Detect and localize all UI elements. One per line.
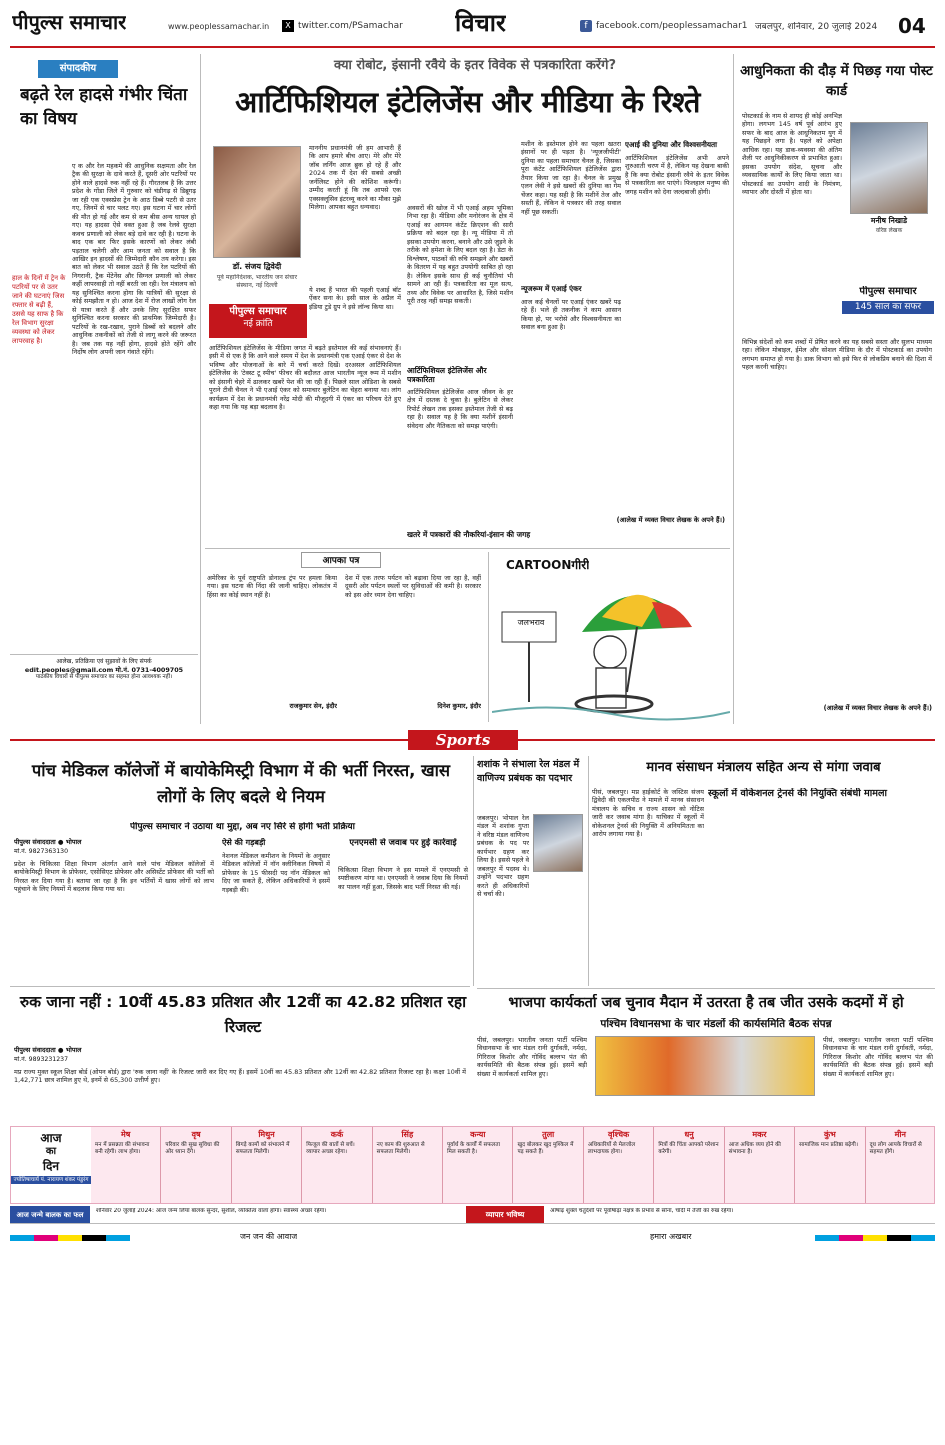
zodiac-sign-text: फिजूल की बातों से बचें। व्यापार अच्छा रहेगा। — [306, 1142, 355, 1155]
bjp-article — [477, 992, 935, 1122]
postcard-author-title: वरिष्ठ लेखक — [875, 227, 903, 234]
zodiac-title-3: दिन — [42, 1158, 60, 1173]
divider — [488, 552, 489, 722]
article-col4b: आज कई चैनलों पर एआई एंकर खबरें पढ़ रहे हैं। भले ही तकनीक ने काम आसान किया हो, पर भरोसे और विश्वसनीयता का सवाल बना हुआ है। — [521, 298, 621, 332]
zodiac-cell — [866, 1127, 935, 1204]
zodiac-cell — [91, 1127, 161, 1204]
man-face-icon — [594, 636, 626, 668]
results-mobile: मो.नं. 9893231237 — [14, 1056, 69, 1063]
article-headline: आर्टिफिशियल इंटेलिजेंस और मीडिया के रिश्ते — [235, 85, 700, 119]
medical-body-2: नेशनल मेडिकल कमीशन के नियमों के अनुसार मेडिकल कॉलेजों में नॉन क्लीनिकल विषयों में प्रोफेसर के 15 फीसदी पद नॉन मेडिकल को दिए जा सकते हैं, लेकिन अधिकारियों ने इसमें गड़बड़ी की। — [222, 852, 330, 894]
zodiac-sign-text: खुद बोलकर खुद मुश्किल में पड़ सकते हैं। — [517, 1142, 574, 1155]
zodiac-cell — [514, 1127, 584, 1204]
kid-label: आज जन्मे बालक का फल — [10, 1206, 90, 1224]
zodiac-sign-text: बिगड़े कामों को संभालने में सफलता मिलेगी। — [235, 1142, 290, 1155]
divider — [588, 756, 589, 986]
medical-mobile: मो.नं. 9827363130 — [14, 848, 69, 855]
water-icon — [492, 707, 730, 719]
article-note: (आलेख में व्यक्त विचार लेखक के अपने हैं।) — [616, 516, 725, 524]
nmc-box-body: चिकित्सा शिक्षा विभाग ने इस मामले में एनएमसी से स्पष्टीकरण मांगा था। एनएमसी ने जवाब दिया कि नियमों का पालन नहीं हुआ, जिसके बाद भर्ती निरस्त की गई। — [338, 866, 468, 891]
zodiac-sign-name: वृष — [191, 1130, 201, 1139]
article-subhead-3: एआई की दुनिया और विश्वसनीयता — [625, 140, 717, 149]
hr-headline: मानव संसाधन मंत्रालय सहित अन्य से मांगा जवाब — [646, 760, 881, 775]
page-footer — [10, 1230, 935, 1246]
letter-1-signature: राजकुमार सेन, इंदौर — [289, 702, 337, 710]
cartoon-title: CARTOONगीरी — [506, 558, 590, 572]
zodiac-sign-text: सामाजिक मान प्रतिष्ठा बढ़ेगी। — [799, 1142, 858, 1148]
zodiac-sign-name: मकर — [752, 1130, 767, 1139]
zodiac-cell — [443, 1127, 513, 1204]
zodiac-sign-name: मीन — [894, 1130, 906, 1139]
zodiac-cell — [584, 1127, 654, 1204]
zodiac-sign-text: मन में प्रसन्नता की संभावना बनी रहेगी। लाभ होगा। — [95, 1142, 150, 1155]
bjp-photo — [595, 1036, 815, 1096]
zodiac-grid — [91, 1127, 935, 1204]
letter-1: अमेरिका के पूर्व राष्ट्रपति डोनाल्ड ट्रंप पर हमला किया गया। इस घटना की निंदा की जानी चाहिए। लोकतंत्र में हिंसा का कोई स्थान नहीं है। — [207, 574, 337, 599]
rail-body: जबलपुर। भोपाल रेल मंडल में शशांक गुप्ता ने वरिष्ठ मंडल वाणिज्य प्रबंधक के पद पर कार्यभार ग्रहण कर लिया है। इससे पहले वे जबलपुर में पदस्थ थे। उन्होंने पदभार ग्रहण करते ही अधिकारियों से चर्चा की। — [477, 814, 529, 899]
zodiac-sign-text: पूर्वार्ध के कार्यों में सफलता मिल सकती है। — [447, 1142, 500, 1155]
cartoon — [492, 552, 730, 722]
editorial-body: ए क और रेल महकमे की आधुनिक सक्षमता और रेल ट्रैक की सुरक्षा के दावे करते हैं, दूसरी ओर पटरियों पर होने वाले हादसे रुक नहीं रहे हैं। गौरतलब है कि उत्तर प्रदेश के गोंडा जिले में गुरुवार को चंडीगढ़ से डिब्रूगढ़ जा रही एक एक्सप्रेस ट्रेन के आठ डिब्बे पटरी से उतर गए, जिनमें से चार पलट गए। इस घटना में चार लोगों की मौत हो गई और कम से कम बीस अन्य घायल हो गए। यह हादसा ऐसे वक्त हुआ है जब रेलवे सुरक्षा कवच प्रणाली को लेकर बड़े दावे कर रही है। घटना के बाद एक बार फिर इसके कारणों को लेकर लंबी पड़ताल चलेगी और आम जनता को सवाल है कि आखिर इन हादसों की जिम्मेदारी कौन तय करेगा। इस बात को लेकर भी सवाल उठते हैं कि रेल पटरियों की निगरानी, ट्रैक मेंटेनेंस और सिग्नल प्रणाली को लेकर कहीं लापरवाही तो नहीं बरती जा रही। रेल मंत्रालय को यह सुनिश्चित करना होगा कि यात्रियों की सुरक्षा से कोई समझौता न हो। आज देश में रोज लाखों लोग रेल से यात्रा करते हैं और उनके लिए सुरक्षित सफर सुनिश्चित करना सरकार की प्राथमिक जिम्मेदारी है। पटरियों के रख-रखाव, पुराने डिब्बों को बदलने और आधुनिक तकनीकों को तेजी से लागू करने की जरूरत है। जब तक यह नहीं होगा, हादसे होते रहेंगे और निर्दोष लोग अपनी जान गंवाते रहेंगे। — [72, 162, 196, 356]
footer-left: जन जन की आवाज — [240, 1232, 298, 1241]
brand-logo: पीपुल्स समाचार — [12, 10, 127, 34]
zodiac-sign-name: कुंभ — [823, 1130, 836, 1139]
zodiac-sign-text: नए काम की शुरुआत से सफलता मिलेगी। — [376, 1142, 425, 1155]
twitter-icon: X — [282, 20, 294, 32]
facebook-icon: f — [580, 20, 592, 32]
dateline: जबलपुर, शनिवार, 20 जुलाई 2024 — [755, 22, 878, 32]
zodiac-cell — [232, 1127, 302, 1204]
divider — [477, 988, 935, 989]
results-body: मप्र राज्य मुक्त स्कूल शिक्षा बोर्ड (ओपन बोर्ड) द्वारा 'रुक जाना नहीं' के रिजल्ट जारी कर दिए गए हैं। इसमें 10वीं का 45.83 प्रतिशत और 12वीं का 42.82 प्रतिशत रिजल्ट रहा है। कक्षा 10वीं में 1,42,771 छात्र शामिल हुए थे, इनमें से 65,300 उत्तीर्ण हुए। — [14, 1068, 466, 1085]
divider — [205, 548, 730, 549]
registration-marks — [10, 1235, 130, 1241]
rail-headline: शशांक ने संभाला रेल मंडल में वाणिज्य प्रबंधक का पदभार — [477, 759, 580, 784]
badge-subtitle: 145 साल का सफर — [842, 301, 934, 314]
divider — [733, 54, 734, 724]
sports-label[interactable]: Sports — [408, 730, 518, 750]
letters-tag: आपका पत्र — [301, 552, 381, 568]
zodiac-cell — [161, 1127, 231, 1204]
results-headline: रुक जाना नहीं : 10वीं 45.83 प्रतिशत और 12वीं का 42.82 प्रतिशत रहा रिजल्ट — [19, 993, 467, 1036]
article-col4: मशीन के इस्तेमाल होने का पहला खतरा इंसानों पर ही पड़ता है। 'न्यूजजीपीटी' दुनिया का पहला समाचार चैनल है, जिसका पूरा कंटेंट आर्टिफिशियल इंटेलिजेंस द्वारा तैयार किया जा रहा है। चैनल के प्रमुख एलन लेवी ने इसे खबरों की दुनिया का गेम चेंजर कहा। यह सही है कि मशीनें तेज और सस्ती हैं, लेकिन वे पत्रकार की तरह सवाल नहीं पूछ सकतीं। — [521, 140, 621, 216]
bjp-headline: भाजपा कार्यकर्ता जब चुनाव मैदान में उतरता है तब जीत उसके कदमों में हो — [508, 995, 904, 1011]
zodiac-sign-name: कर्क — [330, 1130, 344, 1139]
zodiac-cell — [654, 1127, 724, 1204]
article-col3b: आर्टिफिशियल इंटेलिजेंस आज जीवन के हर क्षेत्र में दस्तक दे चुका है। बुलेटिन से लेकर रिपोर्ट लेखन तक इसका इस्तेमाल तेजी से बढ़ रहा है। सवाल यह है कि क्या मशीनें इंसानी संवेदना और नैतिकता को समझ पाएंगी। — [407, 388, 513, 430]
astrologer: ज्योतिषाचार्य पं. नारायण शंकर पंडुरंग — [11, 1176, 91, 1185]
zodiac-sign-text: आज अधिक व्यय होने की संभावना है। — [728, 1142, 781, 1155]
zodiac-sign-name: मेष — [120, 1130, 131, 1139]
editorial-tag: संपादकीय — [38, 60, 118, 78]
cartoon-drawing — [492, 572, 730, 722]
kid-text: शनिवार 20 जुलाई 2024: आज जन्म लिया बालक सुन्दर, सुशील, व्यक्तित्व वाला होगा। स्वास्थ्य अच्छा रहेगा। — [96, 1208, 327, 1214]
zodiac-sign-text: मित्रों की चिंता आपको परेशान करेगी। — [658, 1142, 719, 1155]
hr-article — [592, 756, 935, 986]
zodiac-sign-name: कन्या — [470, 1130, 486, 1139]
zodiac-sign-name: सिंह — [401, 1130, 414, 1139]
masthead-rule — [10, 46, 935, 48]
zodiac-sign-text: परिवार की सुख सुविधा की ओर ध्यान देंगे। — [165, 1142, 220, 1155]
hr-subhead: स्कूलों में वोकेशनल ट्रेनर्स की नियुक्ति संबंधी मामला — [708, 788, 888, 799]
results-article — [10, 990, 470, 1122]
masthead — [0, 0, 945, 46]
postcard-note: (आलेख में व्यक्त विचार लेखक के अपने हैं।) — [823, 704, 932, 712]
zodiac-title-2: का — [45, 1146, 57, 1157]
badge-subtitle: नई क्रांति — [243, 318, 273, 329]
rail-photo — [533, 814, 583, 872]
blank-margin — [0, 1250, 945, 1445]
trade-label: व्यापार भविष्य — [466, 1206, 544, 1224]
bjp-body-2: पीसं, जबलपुर। भारतीय जनता पार्टी पश्चिम विधानसभा के चार मंडल रानी दुर्गावती, नर्मदा, गिरिराज किशोर और गोविंद बल्लभ पंत की कार्यसमिति की बैठक संपन्न हुई। इसमें बड़ी संख्या में कार्यकर्ता शामिल हुए। — [823, 1036, 933, 1078]
author-name: डॉ. संजय द्विवेदी — [232, 262, 282, 271]
main-article — [205, 54, 730, 544]
zodiac-title-1: आज — [40, 1131, 62, 1145]
author-photo — [213, 146, 301, 258]
badge-title: पीपुल्स समाचार — [859, 286, 917, 297]
article-col1b: ये शब्द हैं भारत की पहली एआई बॉट ऐंकर सना के। इसी साल के अप्रैल में इंडिया टुडे ग्रुप ने इसे लॉन्च किया था। — [309, 286, 401, 311]
article-col3: अवसरों की खोज में भी एआई अहम भूमिका निभा रहा है। मीडिया और मनोरंजन के क्षेत्र में एआई का आगमन कंटेंट क्रिएशन की सारी प्रक्रिया को बदल रहा है। न्यू मीडिया में तो इसका उपयोग करना, बनाने और उसे जुड़ने के तरीके को हमेशा के लिए बदल रहा है। डेटा के विश्लेषण, पाठकों की रुचि समझने और खबरों के वितरण में यह बहुत उपयोगी साबित हो रहा है। लेकिन इसके साथ ही कई चुनौतियां भी सामने आ रही हैं। पत्रकारिता का मूल सत्य, तथ्य और विवेक पर आधारित है, जिसे मशीन पूरी तरह नहीं समझ सकती। — [407, 204, 513, 305]
cartoon-sign-text: जलभराव — [517, 618, 545, 627]
twitter-link[interactable]: twitter.com/PSamachar — [298, 21, 403, 31]
nmc-box-head: एनएमसी से जवाब पर हुई कार्रवाई — [349, 838, 457, 848]
footer-line-2[interactable]: edit.peoples@gmail.com मो.नं. 0731-4009705 — [24, 665, 184, 674]
post-card-article — [738, 54, 935, 724]
zodiac-section — [10, 1126, 935, 1204]
medical-subhead-2: ऐसे की गड़बड़ी — [222, 838, 266, 847]
zodiac-sign-name: तुला — [542, 1130, 555, 1139]
divider — [200, 54, 201, 724]
zodiac-cell — [302, 1127, 372, 1204]
badge-title: पीपुल्स समाचार — [229, 306, 287, 317]
postcard-headline: आधुनिकता की दौड़ में पिछड़ गया पोस्ट कार्ड — [740, 63, 933, 99]
medical-byline: पीपुल्स संवाददाता ● भोपाल — [14, 838, 82, 846]
footer-right: हमारा अखबार — [650, 1232, 692, 1241]
zodiac-cell — [373, 1127, 443, 1204]
series-badge — [209, 304, 307, 338]
author-title: पूर्व महानिदेशक, भारतीय जन संचार संस्थान, नई दिल्ली — [216, 274, 298, 289]
postcard-body: पोस्टकार्ड के नाम से शायद ही कोई अनभिज्ञ होगा। लगभग 145 वर्ष पूर्व आरंभ हुए सफर के बाद आज के आधुनिकतम युग में यह पिछड़ने लगा है। पहले को अपेक्षा आधिक रहा। यह डाक-व्यवस्था की अंतिम शैली पर आधुनिकीकरण से प्रभावित हुआ। इसका उपयोग संदेश, सूचना और व्यवसायिक कार्यों के लिए किया जाता था। पोस्टकार्ड का उपयोग शादी के निमंत्रण, व्यापार और दोस्ती में होता था। — [742, 112, 842, 197]
website-link[interactable]: www.peoplessamachar.in — [168, 22, 270, 31]
bjp-body: पीसं, जबलपुर। भारतीय जनता पार्टी पश्चिम विधानसभा के चार मंडल रानी दुर्गावती, नर्मदा, गिरिराज किशोर और गोविंद बल्लभ पंत की कार्यसमिति की बैठक संपन्न हुई। इसमें बड़ी संख्या में कार्यकर्ता शामिल हुए। — [477, 1036, 587, 1078]
facebook-link[interactable]: facebook.com/peoplessamachar1 — [596, 21, 748, 31]
rail-article — [477, 756, 585, 986]
section-title: विचार — [455, 9, 506, 37]
medical-headline: पांच मेडिकल कॉलेजों में बायोकेमिस्ट्री विभाग में की भर्ती निरस्त, खास लोगों के लिए बदले थे नियम — [31, 761, 451, 806]
bjp-subhead: पश्चिम विधानसभा के चार मंडलों की कार्यसमिति बैठक संपन्न — [600, 1018, 832, 1030]
letter-2-signature: दिनेश कुमार, इंदौर — [437, 702, 481, 710]
editorial-footer — [10, 654, 198, 704]
zodiac-sign-text: दूध लोग आपके विचारों से सहमत होंगे। — [869, 1142, 922, 1155]
article-col2: आर्टिफिशियल इंटेलिजेंस के मीडिया जगत में बढ़ते इस्तेमाल की कई संभावनाएं हैं। इसी में से एक है कि आने वाले समय में देश के प्रधानमंत्री एक एआई एंकर से देश के भविष्य और योजनाओं के बारे में चर्चा करते दिखें। दरअसल आर्टिफिशियल इंटेलिजेंस के 'टेक्स्ट टू स्पीच' फीचर की बदौलत आज भारतीय न्यूज रूम में मशीन को इंसानी चेहरे में ढालकर खबरें पेश की जा रही हैं। पिछले साल ओडिशा के सबसे पुराने टीवी चैनल ने भी एआई एंकर को समाचार बुलेटिन का चेहरा बनाया था। लांग कार्यक्रम में देश के प्रधानमंत्री नरेंद्र मोदी की मौजूदगी में एंकर का परिचय देते हुए कहा गया कि यह बड़ा बदलाव है। — [209, 344, 401, 412]
divider — [473, 756, 474, 986]
article-subhead-2: न्यूजरूम में एआई एंकर — [521, 284, 582, 293]
medical-body: प्रदेश के चिकित्सा शिक्षा विभाग अंतर्गत आने वाले पांच मेडिकल कॉलेजों में बायोकेमिस्ट्री विभाग के प्रोफेसर, एसोसिएट प्रोफेसर और असिस्टेंट प्रोफेसर की भर्ती को निरस्त कर दिया गया है। बताया जा रहा है कि इन भर्तियों में खास लोगों को लाभ पहुंचाने के लिए नियमों में बदलाव किया गया था। — [14, 860, 214, 894]
results-byline: पीपुल्स संवाददाता ● भोपाल — [14, 1046, 82, 1054]
series-badge — [842, 286, 934, 320]
editorial-pullquote: हाल के दिनों में ट्रेन के पटरियों पर से उतर जाने की घटनाएं जिस रफ्तार से बढ़ी हैं, उससे यह साफ है कि रेल विभाग सुरक्षा व्यवस्था को लेकर लापरवाह है। — [12, 274, 66, 345]
kid-strip — [10, 1206, 935, 1224]
zodiac-cell — [795, 1127, 865, 1204]
letters-section — [205, 552, 485, 722]
footer-line-3: पाठकीय विचारों से पीपुल्स समाचार का सहमत होना आवश्यक नहीं। — [35, 673, 173, 680]
article-kicker: क्या रोबोट, इंसानी रवैये के इतर विवेक से पत्रकारिता करेंगे? — [334, 58, 616, 73]
page-number: 04 — [898, 14, 926, 38]
postcard-author: मनीष निखाडे — [870, 216, 908, 225]
postcard-body-2: विभिन्न संदेशों को कम शब्दों में प्रेषित करने का यह सबसे सस्ता और सुलभ माध्यम रहा। लेकिन मोबाइल, ईमेल और सोशल मीडिया के दौर में पोस्टकार्ड का उपयोग लगभग समाप्त हो गया है। डाक विभाग को इसे फिर से लोकप्रिय बनाने की दिशा में पहल करनी चाहिए। — [742, 338, 932, 372]
medical-article — [10, 756, 470, 984]
zodiac-sign-name: वृश्चिक — [608, 1130, 630, 1139]
zodiac-sign-name: धनु — [684, 1130, 694, 1139]
article-subhead-1: आर्टिफिशियल इंटेलिजेंस और पत्रकारिता — [407, 366, 487, 385]
trade-text: आषाढ़ शुक्ल चतुर्दशी पर पूर्वाषाढ़ा नक्षत्र के प्रभाव से सोना, चांदी में तेजी का रुख रहेगा। — [550, 1208, 734, 1214]
article-caption: खतरे में पत्रकारों की नौकरियां-इंसान की जगह — [407, 530, 531, 539]
sports-strip — [10, 730, 935, 750]
author-photo — [850, 122, 928, 214]
letter-2: देश में एक तरफ पर्यटन को बढ़ावा दिया जा रहा है, वहीं दूसरी ओर पर्यटन स्थलों पर सुविधाओं की कमी है। सरकार को इस ओर ध्यान देना चाहिए। — [345, 574, 481, 599]
hr-body: पीसं, जबलपुर। मप्र हाईकोर्ट के जस्टिस संजय द्विवेदी की एकलपीठ ने मामले में मानव संसाधन मंत्रालय के सचिव व राज्य शासन को नोटिस जारी कर जवाब मांगा है। याचिका में स्कूलों में वोकेशनल ट्रेनर्स की नियुक्ति में अनियमितता का आरोप लगाया गया है। — [592, 788, 704, 839]
zodiac-cell — [725, 1127, 795, 1204]
editorial-headline: बढ़ते रेल हादसे गंभीर चिंता का विषय — [20, 85, 188, 129]
article-col1: माननीय प्रधानमंत्री जी हम आभारी हैं कि आप हमारे बीच आए। मेरे और मेरे जॉब लर्निंग आज ब्रुक हो रहे हैं और 2024 तक मैं देश की सबसे अच्छी जर्नलिस्ट होने की कोशिश करूंगी। उम्मीद करती हूं कि तब आपसे एक एक्सक्लूसिव इंटरव्यू करने का मौका मुझे मिलेगा। आपका बहुत धन्यवाद। — [309, 144, 401, 212]
zodiac-title-box — [11, 1127, 91, 1204]
divider — [10, 986, 470, 987]
zodiac-sign-name: मिथुन — [258, 1130, 275, 1139]
medical-subhead: पीपुल्स समाचार ने उठाया था मुद्दा, अब नए सिरे से होगी भर्ती प्रक्रिया — [130, 822, 355, 832]
footer-line-1: आलेख, प्रतिक्रिया एवं सुझावों के लिए संपर्क — [56, 658, 152, 665]
article-col4c: आर्टिफिशियल इंटेलिजेंस अभी अपने शुरुआती चरण में है, लेकिन यह देखना बाकी है कि क्या रोबोट इंसानी रवैये के इतर विवेक से पत्रकारिता कर पाएंगे। फिलहाल मनुष्य की जगह मशीन को देना जल्दबाजी होगी। — [625, 154, 729, 196]
editorial-column — [10, 54, 198, 724]
registration-marks — [815, 1235, 935, 1241]
zodiac-sign-text: अधिकारियों से मेलजोल लाभदायक होगा। — [587, 1142, 636, 1155]
